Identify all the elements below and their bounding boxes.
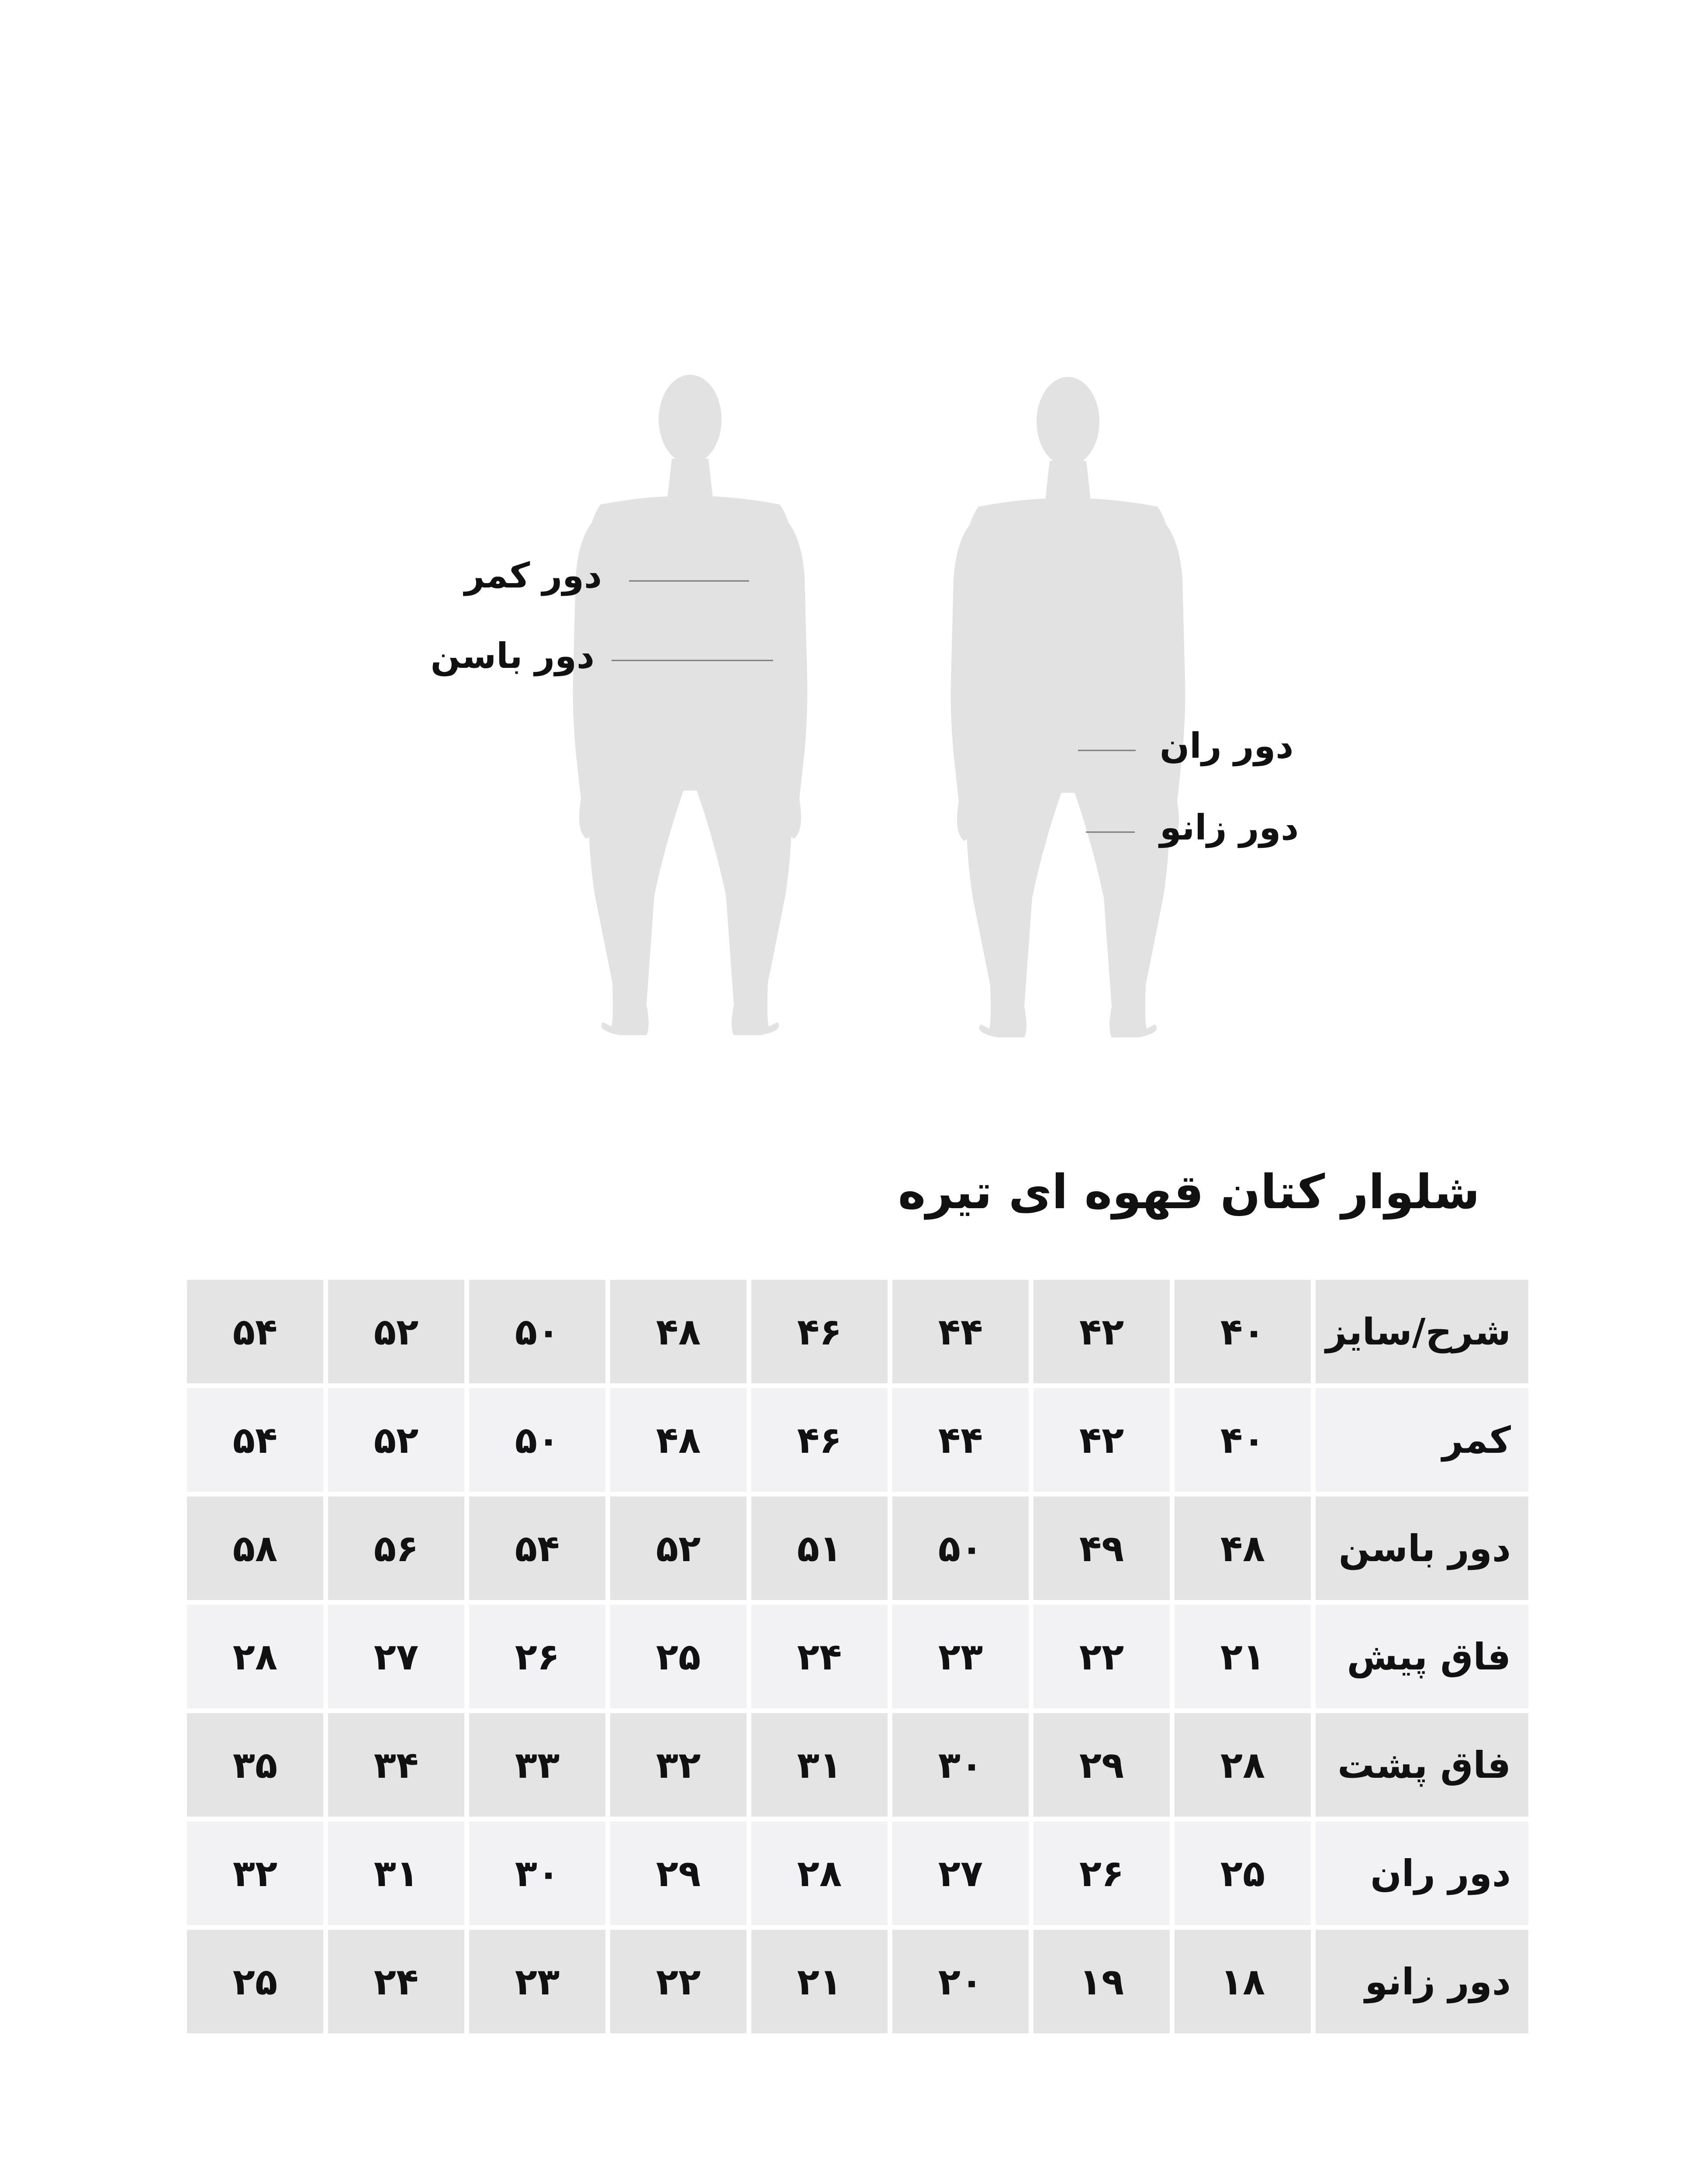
value-cell: ۱۸ — [1175, 1930, 1311, 2033]
size-header-cell: ۴۰ — [1175, 1280, 1311, 1383]
size-header-cell: ۵۴ — [187, 1280, 323, 1383]
value-cell: ۳۵ — [187, 1713, 323, 1817]
value-cell: ۴۰ — [1175, 1388, 1311, 1492]
value-cell: ۴۸ — [1175, 1496, 1311, 1600]
value-cell: ۲۴ — [751, 1605, 888, 1708]
table-row — [187, 1821, 1528, 1925]
value-cell: ۳۲ — [610, 1713, 746, 1817]
value-cell: ۴۲ — [1033, 1388, 1170, 1492]
row-label-cell: دور زانو — [1316, 1930, 1528, 2033]
waist-measure-label: دور کمر — [464, 555, 602, 596]
value-cell: ۲۵ — [1175, 1821, 1311, 1925]
value-cell: ۳۲ — [187, 1821, 323, 1925]
value-cell: ۵۱ — [751, 1496, 888, 1600]
value-cell: ۲۲ — [610, 1930, 746, 2033]
value-cell: ۲۱ — [1175, 1605, 1311, 1708]
hip-measure-label: دور باسن — [430, 636, 594, 676]
value-cell: ۲۴ — [328, 1930, 464, 2033]
value-cell: ۲۱ — [751, 1930, 888, 2033]
value-cell: ۵۸ — [187, 1496, 323, 1600]
size-header-cell: ۵۲ — [328, 1280, 464, 1383]
value-cell: ۲۸ — [187, 1605, 323, 1708]
table-row — [187, 1713, 1528, 1817]
table-row — [187, 1605, 1528, 1708]
value-cell: ۴۴ — [892, 1388, 1029, 1492]
value-cell: ۲۳ — [892, 1605, 1029, 1708]
value-cell: ۵۲ — [610, 1496, 746, 1600]
front-figure — [951, 377, 1185, 1037]
back-figure — [573, 375, 808, 1035]
value-cell: ۴۹ — [1033, 1496, 1170, 1600]
size-header-cell: ۵۰ — [469, 1280, 605, 1383]
value-cell: ۲۰ — [892, 1930, 1029, 2033]
table-row — [187, 1930, 1528, 2033]
value-cell: ۵۶ — [328, 1496, 464, 1600]
header-label-cell: شرح/سایز — [1316, 1280, 1528, 1383]
value-cell: ۵۰ — [892, 1496, 1029, 1600]
size-header-cell: ۴۸ — [610, 1280, 746, 1383]
size-chart-table — [182, 1275, 1533, 2038]
knee-measure-label: دور زانو — [1160, 807, 1299, 848]
value-cell: ۵۴ — [469, 1496, 605, 1600]
value-cell: ۲۳ — [469, 1930, 605, 2033]
value-cell: ۲۶ — [469, 1605, 605, 1708]
value-cell: ۲۸ — [751, 1821, 888, 1925]
value-cell: ۳۴ — [328, 1713, 464, 1817]
row-label-cell: دور باسن — [1316, 1496, 1528, 1600]
value-cell: ۵۰ — [469, 1388, 605, 1492]
value-cell: ۴۸ — [610, 1388, 746, 1492]
value-cell: ۲۸ — [1175, 1713, 1311, 1817]
value-cell: ۴۶ — [751, 1388, 888, 1492]
value-cell: ۲۵ — [187, 1930, 323, 2033]
value-cell: ۵۲ — [328, 1388, 464, 1492]
value-cell: ۳۰ — [892, 1713, 1029, 1817]
value-cell: ۵۴ — [187, 1388, 323, 1492]
size-header-cell: ۴۲ — [1033, 1280, 1170, 1383]
table-header-row — [187, 1280, 1528, 1383]
row-label-cell: فاق پیش — [1316, 1605, 1528, 1708]
value-cell: ۳۱ — [328, 1821, 464, 1925]
value-cell: ۳۰ — [469, 1821, 605, 1925]
value-cell: ۲۷ — [892, 1821, 1029, 1925]
table-title: شلوار کتان قهوه ای تیره — [898, 1165, 1480, 1220]
size-header-cell: ۴۴ — [892, 1280, 1029, 1383]
table-row — [187, 1388, 1528, 1492]
value-cell: ۲۶ — [1033, 1821, 1170, 1925]
thigh-measure-label: دور ران — [1160, 726, 1294, 766]
value-cell: ۲۵ — [610, 1605, 746, 1708]
value-cell: ۳۱ — [751, 1713, 888, 1817]
value-cell: ۲۹ — [610, 1821, 746, 1925]
size-header-cell: ۴۶ — [751, 1280, 888, 1383]
row-label-cell: کمر — [1316, 1388, 1528, 1492]
value-cell: ۱۹ — [1033, 1930, 1170, 2033]
table-row — [187, 1496, 1528, 1600]
row-label-cell: دور ران — [1316, 1821, 1528, 1925]
value-cell: ۲۲ — [1033, 1605, 1170, 1708]
value-cell: ۲۹ — [1033, 1713, 1170, 1817]
value-cell: ۳۳ — [469, 1713, 605, 1817]
row-label-cell: فاق پشت — [1316, 1713, 1528, 1817]
value-cell: ۲۷ — [328, 1605, 464, 1708]
